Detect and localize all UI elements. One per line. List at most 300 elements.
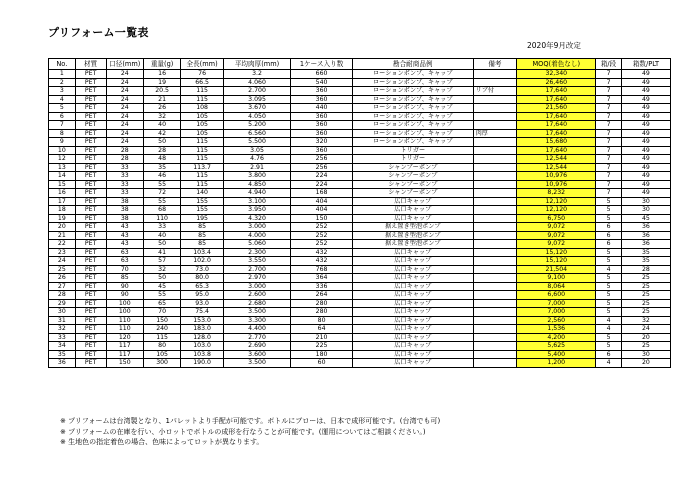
cell-material: PET <box>75 291 106 300</box>
cell-remarks <box>473 325 517 334</box>
cell-moq: 17,640 <box>517 112 596 121</box>
cell-length: 105 <box>181 121 224 130</box>
cell-boxes-per-plt: 49 <box>621 155 670 164</box>
cell-weight: 55 <box>143 197 180 206</box>
table-row <box>49 172 671 181</box>
cell-remarks <box>473 223 517 232</box>
cell-boxes-per-plt: 36 <box>621 223 670 232</box>
cell-remarks <box>473 274 517 283</box>
cell-thickness: 2.680 <box>223 299 290 308</box>
cell-boxes-per-plt: 35 <box>621 248 670 257</box>
cell-no: 4 <box>49 95 76 104</box>
cell-mouth: 33 <box>106 163 143 172</box>
cell-moq: 5,625 <box>517 342 596 351</box>
cell-boxes-per-plt: 24 <box>621 325 670 334</box>
cell-boxes-per-plt: 30 <box>621 197 670 206</box>
cell-no: 6 <box>49 112 76 121</box>
cell-weight: 33 <box>143 223 180 232</box>
cell-weight: 50 <box>143 274 180 283</box>
cell-length: 115 <box>181 95 224 104</box>
table-row <box>49 95 671 104</box>
cell-no: 22 <box>49 240 76 249</box>
cell-moq: 17,640 <box>517 121 596 130</box>
cell-mouth: 24 <box>106 70 143 79</box>
cell-case-qty: 150 <box>291 214 353 223</box>
cell-remarks <box>473 78 517 87</box>
cell-material: PET <box>75 78 106 87</box>
cell-no: 1 <box>49 70 76 79</box>
table-row <box>49 257 671 266</box>
table-row <box>49 240 671 249</box>
cell-compatible: 据え置き型泡ポンプ <box>353 223 474 232</box>
cell-boxes-per-plt: 25 <box>621 291 670 300</box>
cell-case-qty: 432 <box>291 248 353 257</box>
cell-compatible: 広口キャップ <box>353 282 474 291</box>
cell-compatible: 広口キャップ <box>353 197 474 206</box>
cell-boxes-per-tier: 7 <box>596 146 622 155</box>
cell-length: 66.5 <box>181 78 224 87</box>
cell-case-qty: 264 <box>291 291 353 300</box>
column-header: 1ケース入り数 <box>291 59 353 70</box>
cell-moq: 17,640 <box>517 95 596 104</box>
cell-thickness: 5.200 <box>223 121 290 130</box>
table-row <box>49 121 671 130</box>
cell-boxes-per-tier: 5 <box>596 197 622 206</box>
cell-material: PET <box>75 104 106 113</box>
cell-length: 115 <box>181 146 224 155</box>
cell-weight: 42 <box>143 129 180 138</box>
cell-thickness: 3.05 <box>223 146 290 155</box>
cell-boxes-per-plt: 32 <box>621 316 670 325</box>
cell-no: 13 <box>49 163 76 172</box>
table-row <box>49 180 671 189</box>
cell-mouth: 110 <box>106 316 143 325</box>
cell-length: 183.0 <box>181 325 224 334</box>
cell-thickness: 4.050 <box>223 112 290 121</box>
cell-thickness: 3.2 <box>223 70 290 79</box>
table-row <box>49 291 671 300</box>
cell-remarks <box>473 359 517 368</box>
cell-weight: 70 <box>143 308 180 317</box>
table-row <box>49 112 671 121</box>
cell-thickness: 3.950 <box>223 206 290 215</box>
cell-length: 115 <box>181 138 224 147</box>
cell-compatible: 広口キャップ <box>353 333 474 342</box>
cell-moq: 17,640 <box>517 129 596 138</box>
cell-remarks <box>473 350 517 359</box>
cell-moq: 1,200 <box>517 359 596 368</box>
cell-boxes-per-tier: 5 <box>596 342 622 351</box>
cell-compatible: 広口キャップ <box>353 350 474 359</box>
cell-moq: 9,072 <box>517 240 596 249</box>
cell-mouth: 63 <box>106 248 143 257</box>
cell-material: PET <box>75 70 106 79</box>
cell-weight: 80 <box>143 342 180 351</box>
cell-mouth: 24 <box>106 121 143 130</box>
cell-length: 155 <box>181 206 224 215</box>
cell-compatible: 広口キャップ <box>353 325 474 334</box>
cell-compatible: 広口キャップ <box>353 359 474 368</box>
cell-thickness: 4.76 <box>223 155 290 164</box>
cell-length: 115 <box>181 172 224 181</box>
cell-no: 29 <box>49 299 76 308</box>
cell-boxes-per-plt: 25 <box>621 282 670 291</box>
cell-moq: 12,120 <box>517 197 596 206</box>
cell-compatible: 広口キャップ <box>353 214 474 223</box>
cell-case-qty: 404 <box>291 206 353 215</box>
cell-remarks <box>473 265 517 274</box>
cell-no: 24 <box>49 257 76 266</box>
cell-weight: 48 <box>143 155 180 164</box>
table-row <box>49 248 671 257</box>
cell-thickness: 3.800 <box>223 172 290 181</box>
cell-boxes-per-plt: 20 <box>621 333 670 342</box>
column-header: 箱/段 <box>596 59 622 70</box>
cell-boxes-per-plt: 25 <box>621 308 670 317</box>
cell-no: 26 <box>49 274 76 283</box>
cell-case-qty: 224 <box>291 180 353 189</box>
cell-boxes-per-tier: 6 <box>596 350 622 359</box>
cell-moq: 15,120 <box>517 257 596 266</box>
cell-case-qty: 540 <box>291 78 353 87</box>
cell-boxes-per-tier: 4 <box>596 325 622 334</box>
cell-remarks <box>473 214 517 223</box>
note-item: ※ 生地色の指定着色の場合、色味によってロットが異なります。 <box>60 438 264 446</box>
cell-remarks <box>473 197 517 206</box>
cell-no: 23 <box>49 248 76 257</box>
cell-mouth: 33 <box>106 180 143 189</box>
cell-mouth: 38 <box>106 197 143 206</box>
column-header: 平均肉厚(mm) <box>223 59 290 70</box>
cell-moq: 32,340 <box>517 70 596 79</box>
cell-compatible: 広口キャップ <box>353 342 474 351</box>
cell-boxes-per-plt: 49 <box>621 87 670 96</box>
cell-case-qty: 360 <box>291 129 353 138</box>
cell-material: PET <box>75 189 106 198</box>
table-row <box>49 265 671 274</box>
cell-remarks: 肉厚 <box>473 129 517 138</box>
cell-no: 16 <box>49 189 76 198</box>
cell-weight: 105 <box>143 350 180 359</box>
cell-material: PET <box>75 240 106 249</box>
cell-length: 103.0 <box>181 342 224 351</box>
cell-material: PET <box>75 231 106 240</box>
table-row <box>49 359 671 368</box>
cell-boxes-per-plt: 49 <box>621 95 670 104</box>
cell-boxes-per-tier: 6 <box>596 240 622 249</box>
cell-boxes-per-plt: 45 <box>621 214 670 223</box>
cell-length: 190.0 <box>181 359 224 368</box>
cell-compatible: ローションポンプ、キャップ <box>353 138 474 147</box>
cell-weight: 20.5 <box>143 87 180 96</box>
cell-boxes-per-tier: 4 <box>596 316 622 325</box>
cell-boxes-per-plt: 49 <box>621 78 670 87</box>
cell-thickness: 2.970 <box>223 274 290 283</box>
cell-remarks <box>473 121 517 130</box>
cell-remarks <box>473 291 517 300</box>
table-row <box>49 197 671 206</box>
cell-length: 113.7 <box>181 163 224 172</box>
note-item: ※ プリフォームの在庫を行い、小ロットでボトルの成形を行なうことが可能です。(運用についてはご相談ください。) <box>60 427 426 436</box>
cell-weight: 32 <box>143 112 180 121</box>
cell-compatible: ローションポンプ、キャップ <box>353 129 474 138</box>
cell-material: PET <box>75 138 106 147</box>
cell-case-qty: 64 <box>291 325 353 334</box>
cell-material: PET <box>75 87 106 96</box>
cell-mouth: 70 <box>106 265 143 274</box>
cell-length: 153.0 <box>181 316 224 325</box>
cell-boxes-per-tier: 7 <box>596 112 622 121</box>
cell-moq: 10,976 <box>517 180 596 189</box>
cell-case-qty: 768 <box>291 265 353 274</box>
cell-mouth: 33 <box>106 189 143 198</box>
cell-mouth: 38 <box>106 214 143 223</box>
table-row <box>49 214 671 223</box>
cell-weight: 57 <box>143 257 180 266</box>
cell-boxes-per-plt: 30 <box>621 206 670 215</box>
cell-compatible: 広口キャップ <box>353 316 474 325</box>
cell-boxes-per-plt: 28 <box>621 265 670 274</box>
cell-thickness: 3.000 <box>223 282 290 291</box>
cell-boxes-per-tier: 5 <box>596 299 622 308</box>
cell-remarks <box>473 299 517 308</box>
cell-mouth: 100 <box>106 308 143 317</box>
cell-length: 195 <box>181 214 224 223</box>
cell-compatible: 据え置き型泡ポンプ <box>353 231 474 240</box>
cell-thickness: 3.095 <box>223 95 290 104</box>
cell-case-qty: 404 <box>291 197 353 206</box>
column-header: 重量(g) <box>143 59 180 70</box>
cell-boxes-per-tier: 5 <box>596 274 622 283</box>
cell-length: 75.4 <box>181 308 224 317</box>
cell-weight: 40 <box>143 231 180 240</box>
cell-mouth: 24 <box>106 129 143 138</box>
cell-boxes-per-plt: 35 <box>621 257 670 266</box>
cell-weight: 16 <box>143 70 180 79</box>
table-row <box>49 325 671 334</box>
cell-boxes-per-plt: 49 <box>621 70 670 79</box>
table-row <box>49 138 671 147</box>
cell-length: 140 <box>181 189 224 198</box>
cell-thickness: 3.100 <box>223 197 290 206</box>
cell-length: 93.0 <box>181 299 224 308</box>
cell-length: 102.0 <box>181 257 224 266</box>
cell-no: 33 <box>49 333 76 342</box>
cell-length: 85 <box>181 240 224 249</box>
cell-length: 80.0 <box>181 274 224 283</box>
cell-mouth: 117 <box>106 342 143 351</box>
cell-remarks <box>473 308 517 317</box>
cell-moq: 8,064 <box>517 282 596 291</box>
cell-material: PET <box>75 359 106 368</box>
cell-compatible: ローションポンプ、キャップ <box>353 87 474 96</box>
cell-boxes-per-tier: 7 <box>596 155 622 164</box>
cell-boxes-per-plt: 49 <box>621 180 670 189</box>
cell-compatible: シャンプーポンプ <box>353 189 474 198</box>
cell-thickness: 2.300 <box>223 248 290 257</box>
cell-remarks <box>473 180 517 189</box>
cell-thickness: 3.550 <box>223 257 290 266</box>
cell-mouth: 63 <box>106 257 143 266</box>
cell-remarks <box>473 257 517 266</box>
cell-material: PET <box>75 257 106 266</box>
cell-boxes-per-tier: 7 <box>596 78 622 87</box>
column-header: 材質 <box>75 59 106 70</box>
cell-weight: 40 <box>143 121 180 130</box>
table-row <box>49 342 671 351</box>
cell-weight: 55 <box>143 180 180 189</box>
cell-no: 9 <box>49 138 76 147</box>
cell-mouth: 43 <box>106 223 143 232</box>
cell-boxes-per-tier: 5 <box>596 206 622 215</box>
cell-mouth: 24 <box>106 112 143 121</box>
cell-case-qty: 252 <box>291 240 353 249</box>
cell-length: 115 <box>181 87 224 96</box>
table-row <box>49 274 671 283</box>
cell-no: 25 <box>49 265 76 274</box>
cell-weight: 28 <box>143 146 180 155</box>
cell-no: 20 <box>49 223 76 232</box>
cell-moq: 17,640 <box>517 87 596 96</box>
cell-mouth: 24 <box>106 87 143 96</box>
cell-material: PET <box>75 325 106 334</box>
cell-no: 15 <box>49 180 76 189</box>
cell-remarks <box>473 189 517 198</box>
table-row <box>49 155 671 164</box>
table-row <box>49 223 671 232</box>
cell-mouth: 38 <box>106 206 143 215</box>
cell-boxes-per-tier: 5 <box>596 257 622 266</box>
cell-material: PET <box>75 265 106 274</box>
cell-mouth: 33 <box>106 172 143 181</box>
cell-no: 28 <box>49 291 76 300</box>
cell-mouth: 85 <box>106 274 143 283</box>
cell-material: PET <box>75 316 106 325</box>
cell-compatible: トリガー <box>353 146 474 155</box>
cell-weight: 72 <box>143 189 180 198</box>
page-title: プリフォーム一覧表 <box>48 26 149 39</box>
cell-moq: 1,536 <box>517 325 596 334</box>
cell-thickness: 2.690 <box>223 342 290 351</box>
cell-boxes-per-plt: 49 <box>621 138 670 147</box>
cell-moq: 12,544 <box>517 155 596 164</box>
table-row <box>49 308 671 317</box>
cell-thickness: 5.060 <box>223 240 290 249</box>
cell-boxes-per-plt: 49 <box>621 121 670 130</box>
cell-weight: 50 <box>143 240 180 249</box>
cell-moq: 9,100 <box>517 274 596 283</box>
cell-remarks: リブ付 <box>473 87 517 96</box>
cell-no: 2 <box>49 78 76 87</box>
cell-weight: 110 <box>143 214 180 223</box>
cell-thickness: 4.940 <box>223 189 290 198</box>
cell-mouth: 24 <box>106 138 143 147</box>
cell-material: PET <box>75 333 106 342</box>
cell-boxes-per-tier: 7 <box>596 189 622 198</box>
cell-mouth: 117 <box>106 350 143 359</box>
cell-mouth: 28 <box>106 155 143 164</box>
cell-compatible: ローションポンプ、キャップ <box>353 112 474 121</box>
note-item: ※ プリフォームは台湾製となり、1パレットより手配が可能です。ボトルにブローは、日本で成形可能です。(台湾でも可) <box>60 417 441 425</box>
cell-compatible: 広口キャップ <box>353 299 474 308</box>
cell-length: 105 <box>181 112 224 121</box>
cell-material: PET <box>75 129 106 138</box>
cell-remarks <box>473 206 517 215</box>
cell-moq: 21,560 <box>517 104 596 113</box>
table-row <box>49 333 671 342</box>
cell-material: PET <box>75 342 106 351</box>
cell-material: PET <box>75 206 106 215</box>
cell-compatible: シャンプーポンプ <box>353 163 474 172</box>
cell-length: 105 <box>181 129 224 138</box>
cell-material: PET <box>75 308 106 317</box>
table-row <box>49 299 671 308</box>
table-row <box>49 350 671 359</box>
table-row <box>49 104 671 113</box>
cell-boxes-per-plt: 20 <box>621 359 670 368</box>
cell-moq: 12,120 <box>517 206 596 215</box>
cell-length: 103.8 <box>181 350 224 359</box>
cell-mouth: 100 <box>106 299 143 308</box>
cell-remarks <box>473 316 517 325</box>
cell-mouth: 90 <box>106 291 143 300</box>
cell-moq: 7,000 <box>517 308 596 317</box>
cell-boxes-per-plt: 49 <box>621 129 670 138</box>
table-row <box>49 78 671 87</box>
cell-thickness: 3.000 <box>223 223 290 232</box>
cell-boxes-per-plt: 49 <box>621 172 670 181</box>
table-row <box>49 87 671 96</box>
cell-boxes-per-tier: 5 <box>596 308 622 317</box>
revision-date: 2020年9月改定 <box>527 41 581 50</box>
cell-length: 108 <box>181 104 224 113</box>
cell-boxes-per-tier: 5 <box>596 282 622 291</box>
cell-boxes-per-tier: 6 <box>596 231 622 240</box>
cell-compatible: シャンプーポンプ <box>353 172 474 181</box>
cell-case-qty: 60 <box>291 359 353 368</box>
cell-material: PET <box>75 274 106 283</box>
cell-boxes-per-tier: 5 <box>596 248 622 257</box>
cell-moq: 21,504 <box>517 265 596 274</box>
cell-remarks <box>473 231 517 240</box>
cell-no: 36 <box>49 359 76 368</box>
cell-remarks <box>473 112 517 121</box>
cell-moq: 4,200 <box>517 333 596 342</box>
cell-no: 7 <box>49 121 76 130</box>
cell-compatible: 据え置き型泡ポンプ <box>353 240 474 249</box>
cell-remarks <box>473 282 517 291</box>
cell-mouth: 43 <box>106 240 143 249</box>
cell-case-qty: 360 <box>291 121 353 130</box>
cell-case-qty: 360 <box>291 146 353 155</box>
cell-boxes-per-tier: 7 <box>596 70 622 79</box>
cell-length: 115 <box>181 155 224 164</box>
cell-material: PET <box>75 95 106 104</box>
cell-length: 85 <box>181 223 224 232</box>
cell-material: PET <box>75 172 106 181</box>
cell-case-qty: 360 <box>291 87 353 96</box>
cell-material: PET <box>75 350 106 359</box>
cell-weight: 21 <box>143 95 180 104</box>
cell-boxes-per-plt: 49 <box>621 112 670 121</box>
cell-no: 5 <box>49 104 76 113</box>
cell-moq: 26,460 <box>517 78 596 87</box>
cell-no: 34 <box>49 342 76 351</box>
cell-case-qty: 168 <box>291 189 353 198</box>
cell-case-qty: 360 <box>291 112 353 121</box>
preform-table <box>48 58 671 368</box>
cell-material: PET <box>75 299 106 308</box>
